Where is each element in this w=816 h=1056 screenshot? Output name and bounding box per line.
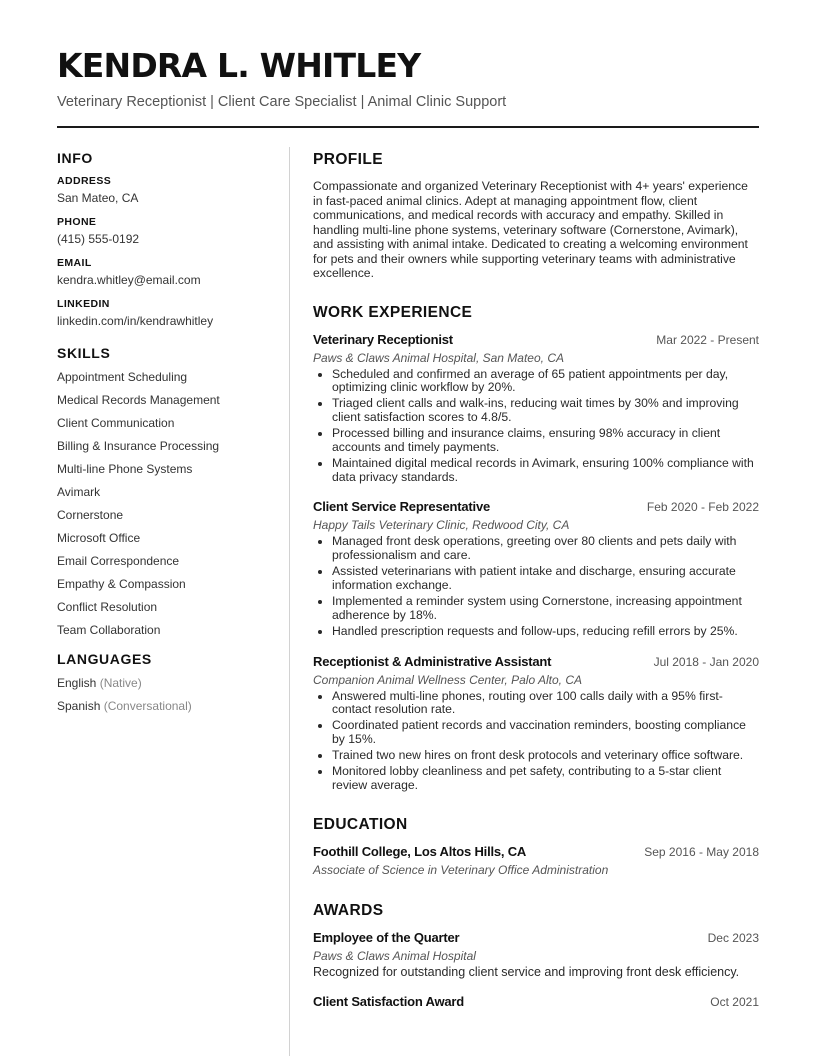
- job-bullets: [313, 535, 759, 638]
- languages-list: [57, 676, 272, 714]
- job-employer: Companion Animal Wellness Center, Palo Alto, CA: [313, 672, 583, 687]
- skill-item: Cornerstone: [57, 508, 124, 522]
- job-bullet: • Triaged client calls and walk-ins, reducing wait times by 30% and improving client satisfaction scores to 4.8/5.: [332, 397, 759, 425]
- skill-item: Microsoft Office: [57, 531, 141, 545]
- info-email: [57, 256, 272, 289]
- skill-item: Medical Records Management: [57, 393, 220, 407]
- job-bullets: [313, 368, 759, 485]
- info-label: ADDRESS: [57, 175, 112, 187]
- job-bullet: • Managed front desk operations, greeting over 80 clients and pets daily with professionalism and care.: [332, 535, 759, 563]
- education-dates: Sep 2016 - May 2018: [644, 844, 759, 859]
- job-bullet: • Answered multi-line phones, routing over 100 calls daily with a 95% first-contact resolution rate.: [332, 690, 759, 718]
- job-entry: [313, 653, 759, 793]
- job-bullet: • Scheduled and confirmed an average of 65 patient appointments per day, optimizing clinic workflow by 20%.: [332, 368, 759, 396]
- job-entry: [313, 331, 759, 485]
- award-entry: [313, 929, 759, 979]
- skill-item: Email Correspondence: [57, 554, 180, 568]
- job-bullet: • Assisted veterinarians with patient intake and discharge, ensuring accurate information exchange.: [332, 565, 759, 593]
- language-name: English: [57, 676, 97, 690]
- info-label: PHONE: [57, 216, 97, 228]
- job-bullet: • Trained two new hires on front desk protocols and veterinary office software.: [332, 749, 759, 763]
- award-description: Recognized for outstanding client service and improving front desk efficiency.: [313, 964, 740, 979]
- profile-section: [313, 150, 759, 281]
- info-linkedin: [57, 297, 272, 330]
- award-title: Employee of the Quarter: [313, 929, 460, 945]
- job-dates: Feb 2020 - Feb 2022: [646, 500, 759, 515]
- language-level: (Native): [99, 676, 142, 690]
- degree-name: Associate of Science in Veterinary Office Administration: [313, 862, 609, 877]
- skill-item: Team Collaboration: [57, 623, 161, 637]
- profile-summary: Compassionate and organized Veterinary Receptionist with 4+ years' experience in fast-paced animal clinics. Adept at managing appointment flow, client communications, and medical records with accuracy and empathy. Skilled in handling multi-line phone systems, veterinary software (Cornerstone, Avimark), and assisting with animal intake. Dedicated to creating a welcoming environment for pets and their owners while supporting veterinary teams with administrative excellence.: [313, 179, 748, 280]
- left-column: [57, 148, 272, 722]
- skill-item: Avimark: [57, 485, 101, 499]
- experience-section: [313, 303, 759, 793]
- job-title: Receptionist & Administrative Assistant: [313, 653, 552, 669]
- skill-item: Appointment Scheduling: [57, 370, 188, 384]
- awards-heading: AWARDS: [313, 901, 384, 919]
- linkedin-value: linkedin.com/in/kendrawhitley: [57, 314, 214, 328]
- job-employer: Paws & Claws Animal Hospital, San Mateo, CA: [313, 350, 564, 365]
- column-divider: [289, 147, 290, 1056]
- skill-item: Multi-line Phone Systems: [57, 462, 193, 476]
- languages-section: [57, 649, 272, 714]
- job-bullet: • Handled prescription requests and follow-ups, reducing refill errors by 25%.: [332, 625, 759, 639]
- job-bullets: [313, 690, 759, 793]
- info-label: LINKEDIN: [57, 298, 110, 310]
- school-name: Foothill College, Los Altos Hills, CA: [313, 843, 527, 859]
- awards-section: [313, 901, 759, 1011]
- job-title: Client Service Representative: [313, 499, 491, 515]
- language-level: (Conversational): [103, 699, 192, 713]
- job-bullet: • Processed billing and insurance claims, ensuring 98% accuracy in client accounts and timely payments.: [332, 427, 759, 455]
- candidate-tagline: Veterinary Receptionist | Client Care Specialist | Animal Clinic Support: [57, 94, 507, 110]
- profile-heading: PROFILE: [313, 151, 383, 168]
- award-date: Dec 2023: [707, 930, 759, 945]
- skills-heading: SKILLS: [57, 345, 111, 361]
- skill-item: Client Communication: [57, 416, 175, 430]
- job-bullet: • Coordinated patient records and vaccination reminders, boosting compliance by 15%.: [332, 719, 759, 747]
- info-heading: INFO: [57, 150, 93, 166]
- skills-section: [57, 343, 272, 638]
- education-entry: [313, 843, 759, 879]
- skills-list: [57, 370, 272, 638]
- award-title: Client Satisfaction Award: [313, 993, 465, 1009]
- award-date: Oct 2021: [710, 994, 759, 1009]
- education-section: [313, 815, 759, 879]
- award-entry: [313, 993, 759, 1011]
- address-value: San Mateo, CA: [57, 191, 139, 205]
- education-heading: EDUCATION: [313, 815, 408, 833]
- job-title: Veterinary Receptionist: [313, 331, 453, 347]
- job-entry: [313, 498, 759, 638]
- experience-heading: WORK EXPERIENCE: [313, 303, 473, 321]
- job-employer: Happy Tails Veterinary Clinic, Redwood City, CA: [313, 518, 570, 533]
- phone-value: (415) 555-0192: [57, 232, 140, 246]
- language-item: [57, 676, 272, 691]
- job-bullet: • Monitored lobby cleanliness and pet safety, contributing to a 5-star client review average.: [332, 765, 759, 793]
- job-dates: Mar 2022 - Present: [656, 332, 759, 347]
- email-value: kendra.whitley@email.com: [57, 273, 201, 287]
- languages-heading: LANGUAGES: [57, 651, 152, 667]
- header-divider: [57, 126, 759, 128]
- skill-item: Billing & Insurance Processing: [57, 439, 220, 453]
- language-item: [57, 699, 272, 714]
- job-dates: Jul 2018 - Jan 2020: [653, 654, 759, 669]
- info-section: [57, 148, 272, 330]
- candidate-name: KENDRA L. WHITLEY: [57, 46, 421, 85]
- info-address: [57, 174, 272, 207]
- right-column: [313, 150, 759, 1011]
- info-phone: [57, 215, 272, 248]
- award-organization: Paws & Claws Animal Hospital: [313, 948, 476, 963]
- job-bullet: • Implemented a reminder system using Cornerstone, increasing appointment adherence by 18%.: [332, 595, 759, 623]
- job-bullet: • Maintained digital medical records in Avimark, ensuring 100% compliance with data privacy standards.: [332, 457, 759, 485]
- skill-item: Conflict Resolution: [57, 600, 158, 614]
- language-name: Spanish: [57, 699, 101, 713]
- info-label: EMAIL: [57, 257, 92, 269]
- skill-item: Empathy & Compassion: [57, 577, 186, 591]
